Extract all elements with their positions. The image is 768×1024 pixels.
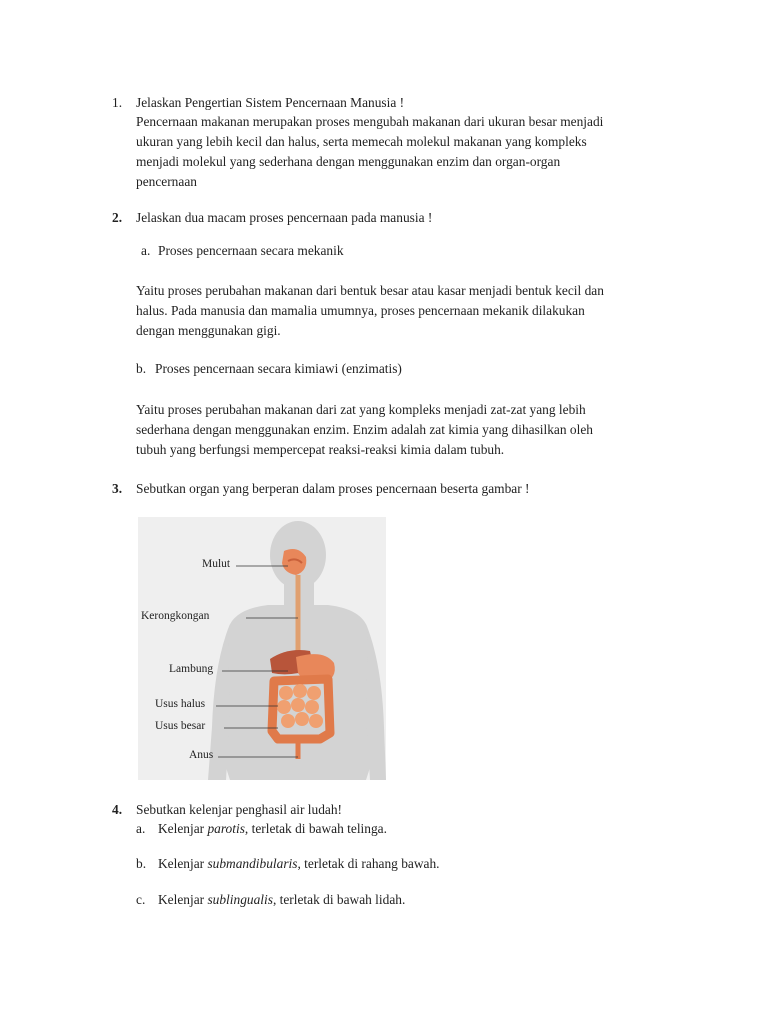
small-intestine-organ [277,684,323,728]
q4-item-b-prefix: Kelenjar [158,856,208,871]
q2b-marker: b. [136,361,147,376]
q4-question: Sebutkan kelenjar penghasil air ludah! [136,802,342,817]
q2b-answer [136,400,676,460]
q1-number: 1. [112,95,123,110]
q1-answer [136,112,676,192]
q4-item-c-prefix: Kelenjar [158,892,208,907]
label-lambung: Lambung [169,663,214,675]
label-mulut: Mulut [202,558,231,570]
q2-number: 2. [112,210,123,225]
q4-item-c [158,892,405,908]
q4-item-a [158,821,387,837]
q1-answer-line: pencernaan [136,174,197,189]
label-usus-halus: Usus halus [155,698,206,710]
q2b-title: Proses pencernaan secara kimiawi (enzimatis) [155,361,402,376]
q2-question: Jelaskan dua macam proses pencernaan pada manusia ! [136,210,433,225]
q4-item-b [158,856,440,872]
q4-item-c-suffix: , terletak di bawah lidah. [272,892,406,907]
q1-answer-line: menjadi molekul yang sederhana dengan menggunakan enzim dan organ-organ [136,154,561,169]
q4-item-c-gland-name: sublingualis [207,892,273,907]
q2a-marker: a. [141,243,151,258]
q2a-answer-line: dengan menggunakan gigi. [136,323,281,338]
q4-item-a-marker: a. [136,821,146,836]
q4-item-b-suffix: , terletak di rahang bawah. [297,856,440,871]
q1-answer-line: ukuran yang lebih kecil dan halus, serta memecah molekul makanan yang kompleks [136,134,587,149]
q4-item-b-gland-name: submandibularis [207,856,298,871]
label-usus-besar: Usus besar [155,720,206,732]
digestive-system-figure [138,517,386,780]
q3-question: Sebutkan organ yang berperan dalam proses pencernaan beserta gambar ! [136,481,530,496]
q4-item-b-marker: b. [136,856,147,871]
label-kerongkongan: Kerongkongan [141,610,210,622]
q1-question: Jelaskan Pengertian Sistem Pencernaan Manusia ! [136,95,405,110]
q2a-answer [136,281,676,341]
q4-item-c-marker: c. [136,892,146,907]
q2b-answer-line: tubuh yang berfungsi mempercepat reaksi-reaksi kimia dalam tubuh. [136,442,505,457]
label-anus: Anus [189,749,214,761]
q2a-answer-line: Yaitu proses perubahan makanan dari bentuk besar atau kasar menjadi bentuk kecil dan [136,283,604,298]
q4-item-a-gland-name: parotis [207,821,245,836]
q2a-title: Proses pencernaan secara mekanik [158,243,344,258]
q2b-answer-line: sederhana dengan menggunakan enzim. Enzim adalah zat kimia yang dihasilkan oleh [136,422,593,437]
q4-item-a-prefix: Kelenjar [158,821,208,836]
digestive-system-illustration [138,517,386,780]
q1-answer-line: Pencernaan makanan merupakan proses mengubah makanan dari ukuran besar menjadi [136,114,604,129]
q4-item-a-suffix: , terletak di bawah telinga. [244,821,387,836]
q2a-answer-line: halus. Pada manusia dan mamalia umumnya, proses pencernaan mekanik dilakukan [136,303,585,318]
q2b-answer-line: Yaitu proses perubahan makanan dari zat yang kompleks menjadi zat-zat yang lebih [136,402,586,417]
q3-number: 3. [112,481,123,496]
q4-number: 4. [112,802,123,817]
